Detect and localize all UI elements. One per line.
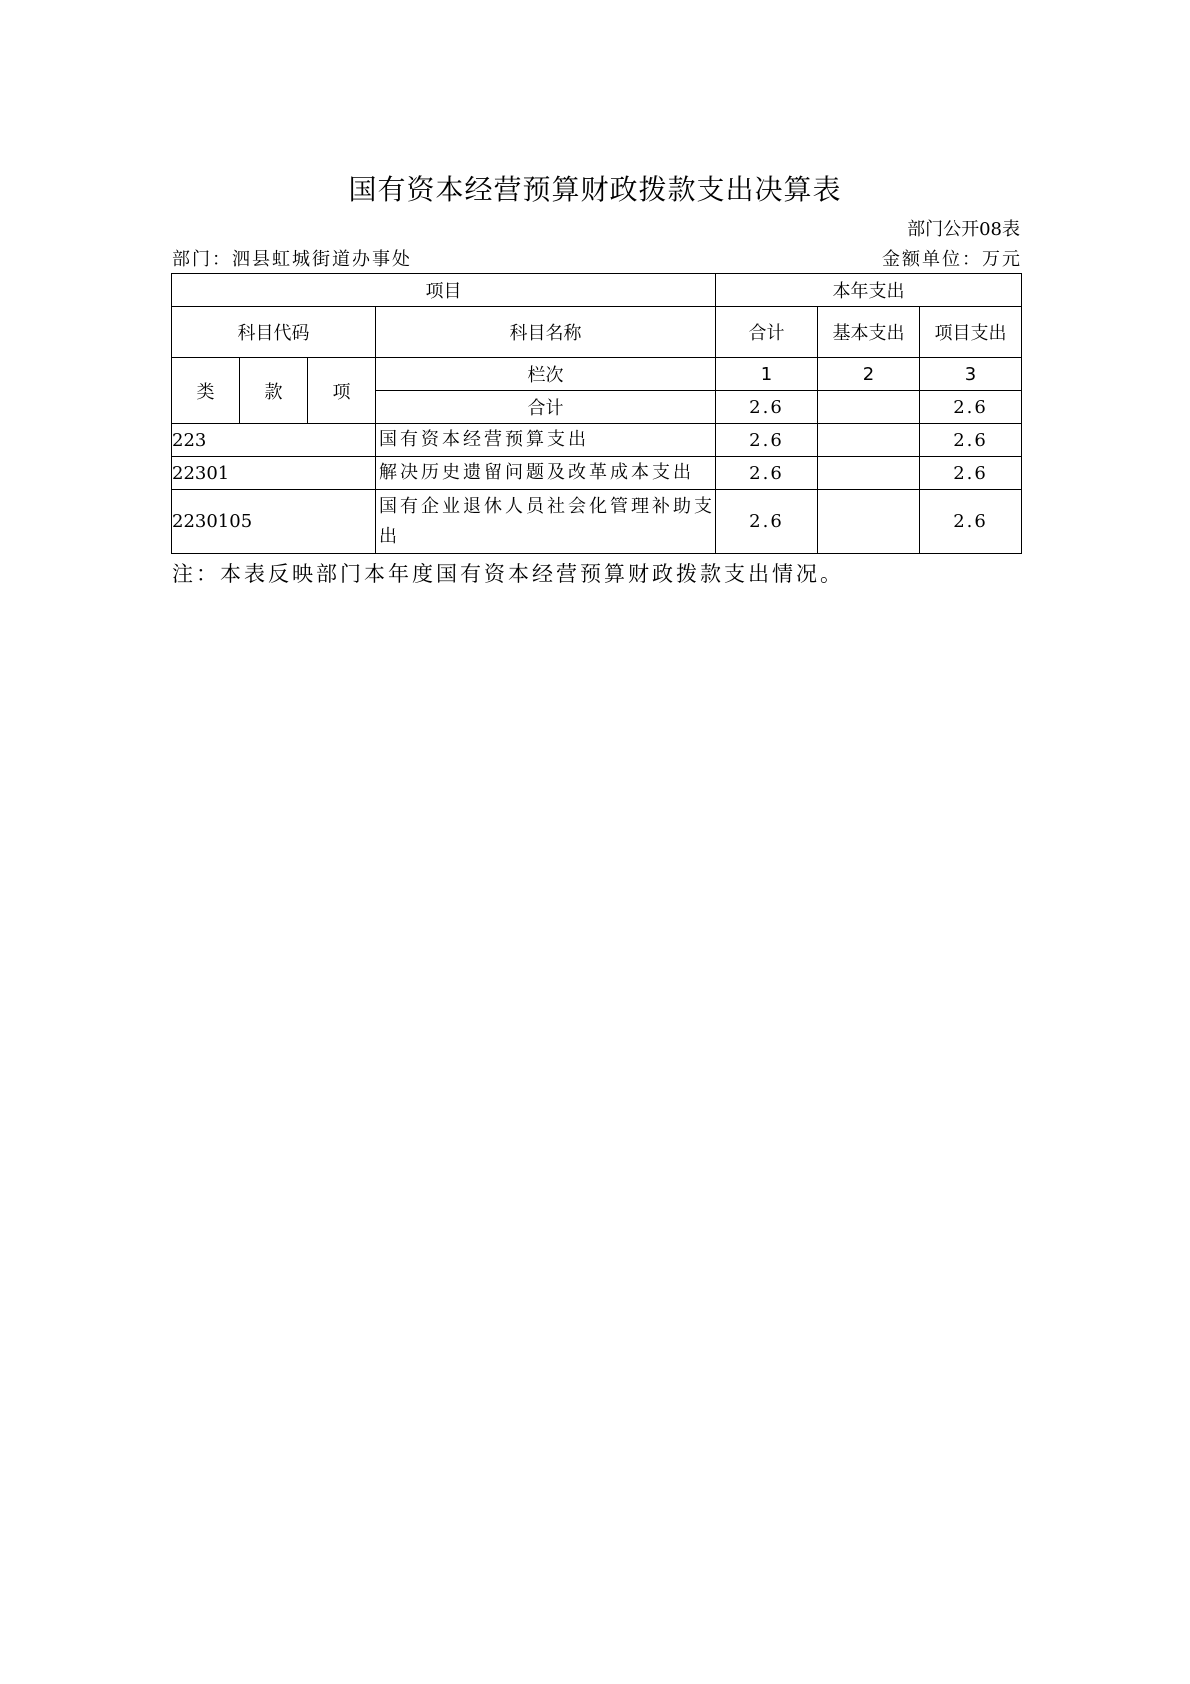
table-row [172, 424, 1022, 457]
total-row-project: 2.6 [920, 391, 1022, 424]
header-section: 款 [240, 358, 308, 424]
row-total: 2.6 [716, 457, 818, 490]
row-name: 国有企业退休人员社会化管理补助支出 [376, 490, 716, 554]
row-basic [818, 490, 920, 554]
header-basic-expenditure: 基本支出 [818, 307, 920, 358]
row-project: 2.6 [920, 424, 1022, 457]
header-project-expenditure: 项目支出 [920, 307, 1022, 358]
column-index-label: 栏次 [376, 358, 716, 391]
row-code: 22301 [172, 457, 376, 490]
column-index-1: 1 [716, 358, 818, 391]
total-row-sum: 2.6 [716, 391, 818, 424]
row-total: 2.6 [716, 490, 818, 554]
header-class: 类 [172, 358, 240, 424]
header-subject-code: 科目代码 [172, 307, 376, 358]
total-row-label: 合计 [376, 391, 716, 424]
header-subject-name: 科目名称 [376, 307, 716, 358]
page-title: 国有资本经营预算财政拨款支出决算表 [348, 173, 842, 206]
total-row-basic [818, 391, 920, 424]
row-total: 2.6 [716, 424, 818, 457]
row-project: 2.6 [920, 457, 1022, 490]
row-name: 国有资本经营预算支出 [376, 424, 716, 457]
table-note: 注：本表反映部门本年度国有资本经营预算财政拨款支出情况。 [172, 562, 844, 586]
column-index-3: 3 [920, 358, 1022, 391]
header-project: 项目 [172, 274, 716, 307]
row-basic [818, 424, 920, 457]
row-project: 2.6 [920, 490, 1022, 554]
amount-unit-label: 金额单位：万元 [882, 249, 1022, 270]
row-basic [818, 457, 920, 490]
column-index-2: 2 [818, 358, 920, 391]
row-name: 解决历史遗留问题及改革成本支出 [376, 457, 716, 490]
header-current-year-expenditure: 本年支出 [716, 274, 1022, 307]
table-row [172, 457, 1022, 490]
expenditure-table [171, 273, 1022, 554]
table-row [172, 490, 1022, 554]
row-code: 2230105 [172, 490, 376, 554]
department-label: 部门：泗县虹城街道办事处 [172, 249, 412, 270]
header-item: 项 [308, 358, 376, 424]
row-code: 223 [172, 424, 376, 457]
header-total: 合计 [716, 307, 818, 358]
form-number: 部门公开08表 [907, 219, 1020, 240]
